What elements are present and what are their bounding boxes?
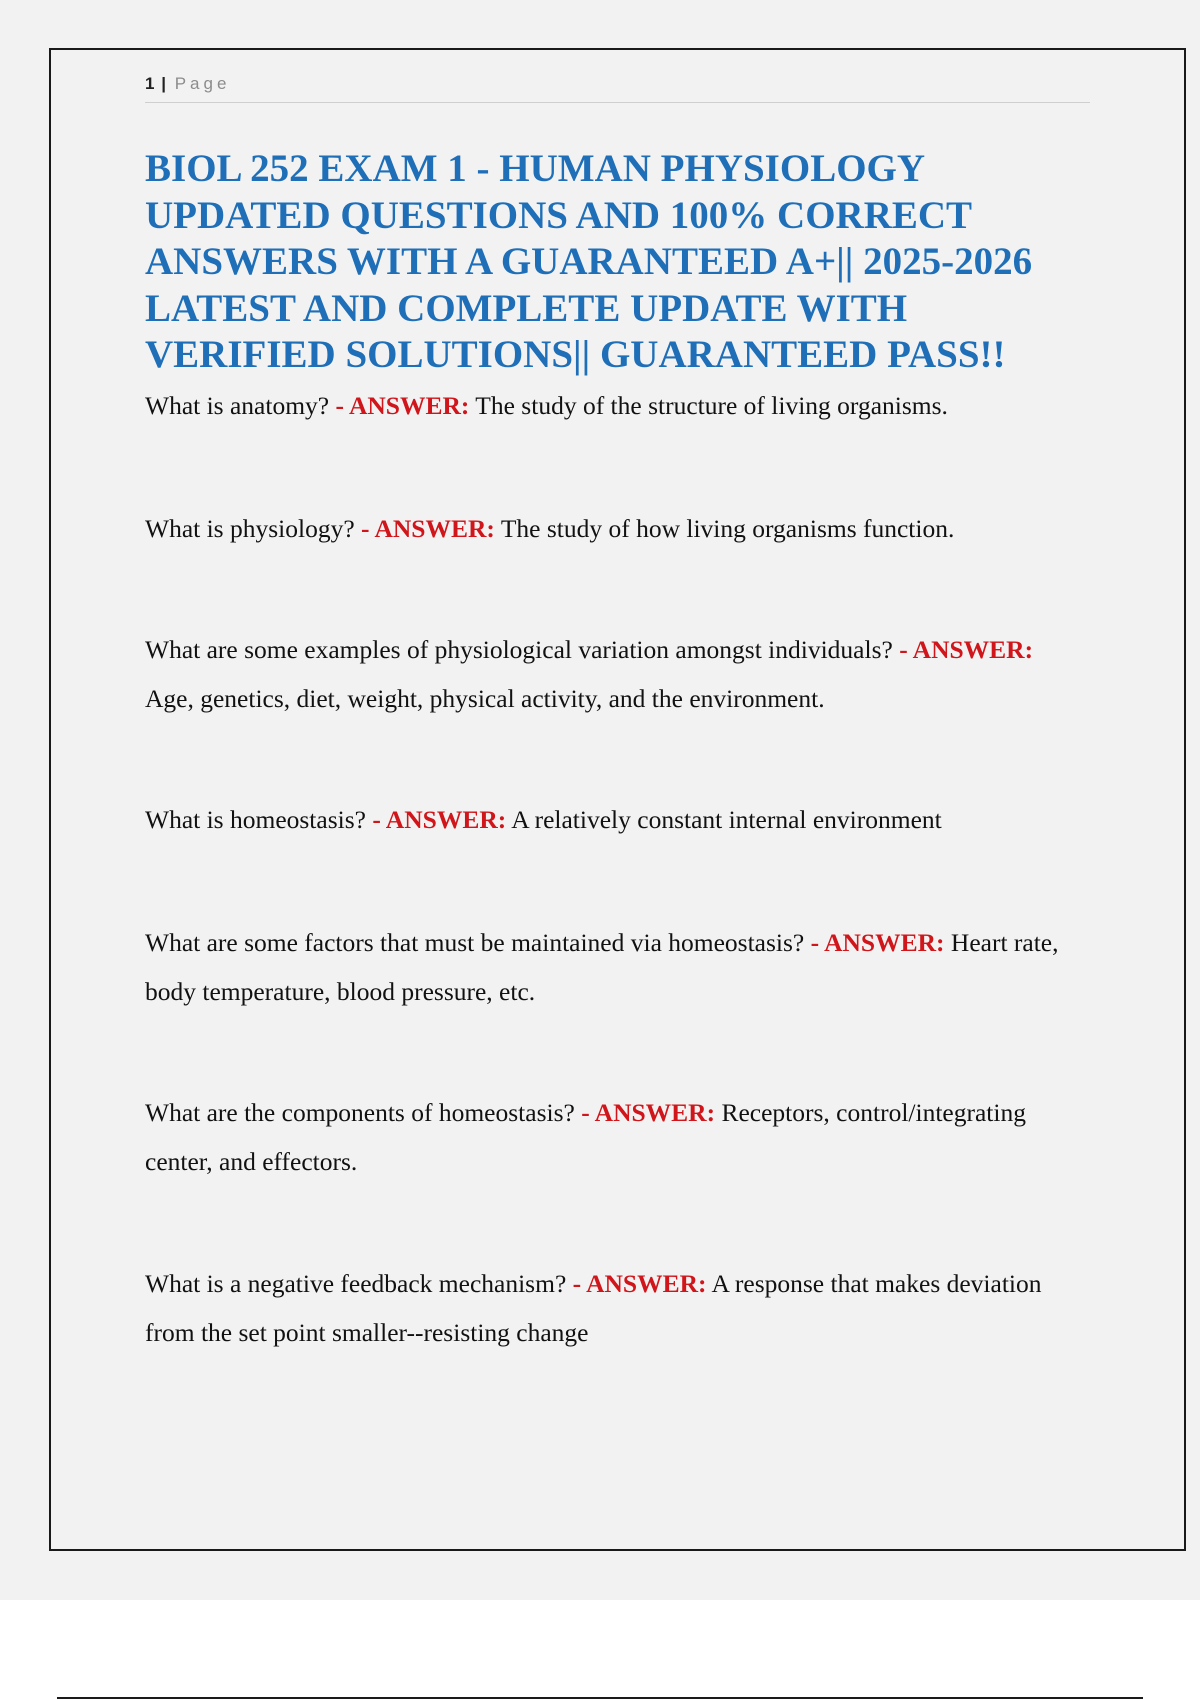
answer-text: Age, genetics, diet, weight, physical activity, and the environment.: [145, 684, 825, 713]
answer-text: Receptors, control/integrating center, and effectors.: [145, 1098, 1026, 1176]
answer-label: - ANSWER:: [361, 514, 495, 543]
page-label: Page: [174, 74, 231, 93]
question-text: What is homeostasis?: [145, 805, 373, 834]
answer-text: A relatively constant internal environment: [506, 805, 942, 834]
question-text: What are some examples of physiological variation amongst individuals?: [145, 635, 900, 664]
qa-item: [145, 1088, 1075, 1186]
page-header: [145, 72, 1090, 103]
qa-item: [145, 1259, 1075, 1357]
qa-item: [145, 504, 1075, 553]
qa-item: [145, 625, 1075, 723]
document-title: BIOL 252 EXAM 1 - HUMAN PHYSIOLOGY UPDATED QUESTIONS AND 100% CORRECT ANSWERS WITH A GUARANTEED A+|| 2025-2026 LATEST AND COMPLETE UPDATE WITH VERIFIED SOLUTIONS|| GUARANTEED PASS!!: [145, 147, 1033, 376]
answer-label: - ANSWER:: [810, 928, 945, 957]
answer-text: A response that makes deviation from the set point smaller--resisting change: [145, 1269, 1042, 1347]
answer-label: - ANSWER:: [372, 805, 507, 834]
question-text: What is physiology?: [145, 514, 362, 543]
next-page-divider: [57, 1697, 1143, 1699]
answer-text: Heart rate, body temperature, blood pressure, etc.: [145, 928, 1059, 1006]
qa-item: [145, 795, 1075, 844]
qa-item: [145, 918, 1075, 1016]
answer-label: - ANSWER:: [581, 1098, 716, 1127]
question-text: What is a negative feedback mechanism?: [145, 1269, 573, 1298]
qa-item: [145, 381, 1075, 430]
question-text: What are some factors that must be maintained via homeostasis?: [145, 928, 811, 957]
page-number: 1: [145, 74, 155, 93]
answer-label: - ANSWER:: [899, 635, 1034, 664]
answer-label: - ANSWER:: [335, 391, 470, 420]
header-separator: |: [161, 74, 166, 93]
answer-text: The study of the structure of living organisms.: [469, 391, 948, 420]
answer-text: The study of how living organisms function.: [494, 514, 955, 543]
question-text: What is anatomy?: [145, 391, 336, 420]
answer-label: - ANSWER:: [572, 1269, 707, 1298]
question-text: What are the components of homeostasis?: [145, 1098, 582, 1127]
